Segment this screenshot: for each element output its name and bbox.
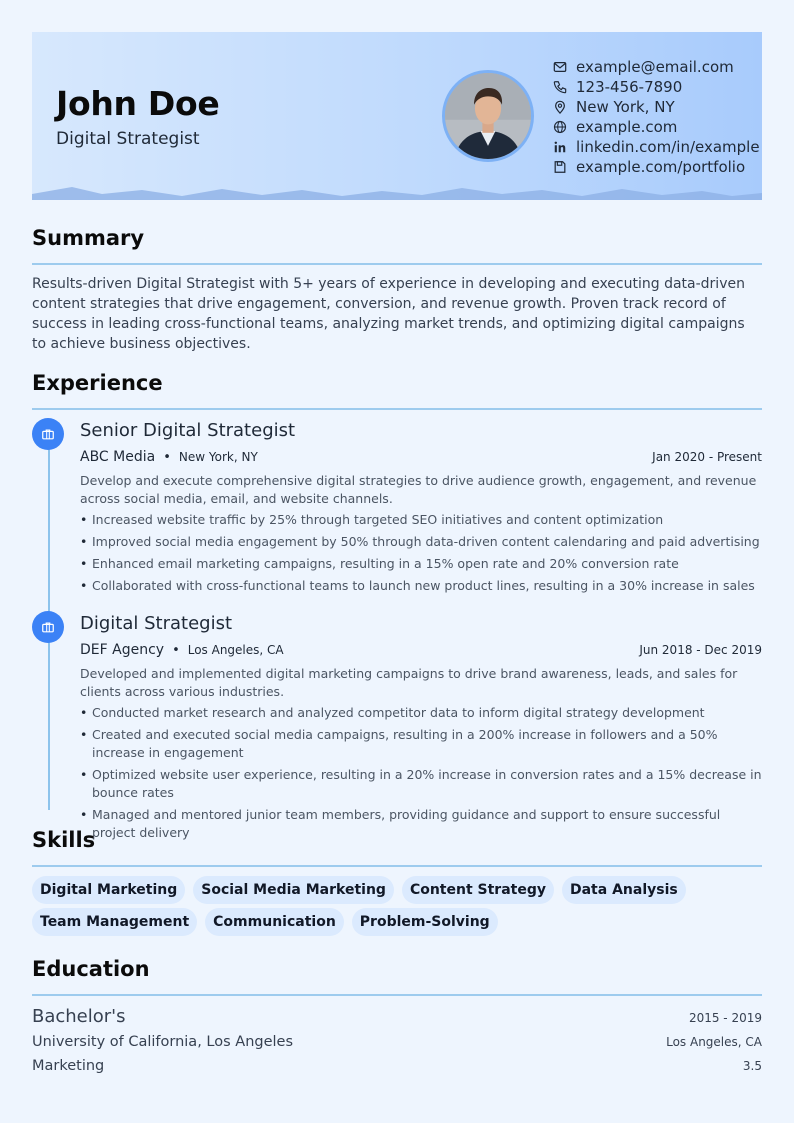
job-entry <box>80 611 762 846</box>
job-company: ABC Media <box>80 449 156 465</box>
contact-portfolio-text: example.com/portfolio <box>576 158 746 176</box>
job-title: Digital Strategist <box>80 613 233 634</box>
contact-phone-text: 123-456-7890 <box>576 78 683 96</box>
list-item: • Improved social media engagement by 50% through data-driven content calendaring and paid advertising <box>80 533 762 551</box>
mail-icon <box>552 59 568 75</box>
skill-chip: Communication <box>205 908 344 936</box>
candidate-title: Digital Strategist <box>56 129 200 149</box>
job-achievements <box>80 511 762 595</box>
contact-location-text: New York, NY <box>576 98 675 116</box>
list-item: • Managed and mentored junior team members, providing guidance and support to ensure successful project delivery <box>80 806 762 842</box>
job-meta <box>80 637 762 663</box>
education-location: Los Angeles, CA <box>666 1035 762 1049</box>
job-description: Develop and execute comprehensive digital strategies to drive audience growth, engagement, and revenue across social media, email, and website channels. <box>80 473 757 506</box>
skill-chip: Team Management <box>32 908 197 936</box>
job-separator: • <box>163 449 171 465</box>
job-separator: • <box>172 642 180 658</box>
job-description: Developed and implemented digital marketing campaigns to drive brand awareness, leads, and sales for clients across various industries. <box>80 666 738 699</box>
candidate-name: John Doe <box>56 84 220 123</box>
education-school: University of California, Los Angeles <box>32 1034 294 1050</box>
education-degree-row <box>32 1006 762 1027</box>
job-dates: Jan 2020 - Present <box>652 450 762 464</box>
globe-icon <box>552 119 568 135</box>
list-item: • Conducted market research and analyzed competitor data to inform digital strategy development <box>80 704 762 722</box>
contact-location <box>552 97 760 117</box>
phone-icon <box>552 79 568 95</box>
job-title: Senior Digital Strategist <box>80 420 296 441</box>
skill-chip: Data Analysis <box>562 876 686 904</box>
summary-heading: Summary <box>32 226 145 250</box>
experience-divider <box>32 408 762 410</box>
resume-header <box>32 32 762 200</box>
job-dates: Jun 2018 - Dec 2019 <box>639 643 762 657</box>
contact-email[interactable] <box>552 57 760 77</box>
skill-chip: Content Strategy <box>402 876 554 904</box>
contact-linkedin[interactable] <box>552 137 760 157</box>
linkedin-icon <box>552 139 568 155</box>
location-icon <box>552 99 568 115</box>
education-school-row <box>32 1034 762 1050</box>
contact-list <box>552 57 760 177</box>
education-field-row <box>32 1058 762 1074</box>
skill-chip: Digital Marketing <box>32 876 185 904</box>
experience-heading: Experience <box>32 371 163 395</box>
education-heading: Education <box>32 957 150 981</box>
job-meta <box>80 444 762 470</box>
portfolio-icon <box>552 159 568 175</box>
list-item: • Created and executed social media campaigns, resulting in a 200% increase in followers and a 50% increase in engagement <box>80 726 762 762</box>
contact-email-text: example@email.com <box>576 58 734 76</box>
skills-list <box>32 876 772 940</box>
briefcase-icon <box>32 611 64 643</box>
education-degree: Bachelor's <box>32 1006 126 1027</box>
job-achievements <box>80 704 762 842</box>
summary-text: Results-driven Digital Strategist with 5+ years of experience in developing and executing data-driven content strategies that drive engagement, conversion, and revenue growth. Proven track record of success in leading cross-functional teams, analyzing market trends, and optimizing digital campaigns to achieve business objectives. <box>32 276 745 352</box>
list-item: • Enhanced email marketing campaigns, resulting in a 15% open rate and 20% conversion rate <box>80 555 762 573</box>
briefcase-icon <box>32 418 64 450</box>
job-entry <box>80 418 762 599</box>
summary-divider <box>32 263 762 265</box>
contact-website[interactable] <box>552 117 760 137</box>
skills-divider <box>32 865 762 867</box>
education-divider <box>32 994 762 996</box>
list-item: • Collaborated with cross-functional teams to launch new product lines, resulting in a 30% increase in sales <box>80 577 762 595</box>
profile-photo <box>445 73 531 159</box>
list-item: • Increased website traffic by 25% through targeted SEO initiatives and content optimization <box>80 511 762 529</box>
job-company: DEF Agency <box>80 642 165 658</box>
skill-chip: Social Media Marketing <box>193 876 394 904</box>
header-decoration <box>32 184 762 200</box>
job-location: Los Angeles, CA <box>187 643 284 657</box>
education-dates: 2015 - 2019 <box>688 1011 762 1025</box>
list-item: • Optimized website user experience, resulting in a 20% increase in conversion rates and a 15% decrease in bounce rates <box>80 766 762 802</box>
education-gpa: 3.5 <box>742 1059 762 1073</box>
skill-chip: Problem-Solving <box>352 908 498 936</box>
skills-heading: Skills <box>32 828 96 852</box>
education-field: Marketing <box>32 1058 105 1074</box>
contact-website-text: example.com <box>576 118 678 136</box>
job-location: New York, NY <box>178 450 258 464</box>
avatar <box>442 70 534 162</box>
contact-portfolio[interactable] <box>552 157 760 177</box>
contact-linkedin-text: linkedin.com/in/example <box>576 138 760 156</box>
contact-phone[interactable] <box>552 77 760 97</box>
